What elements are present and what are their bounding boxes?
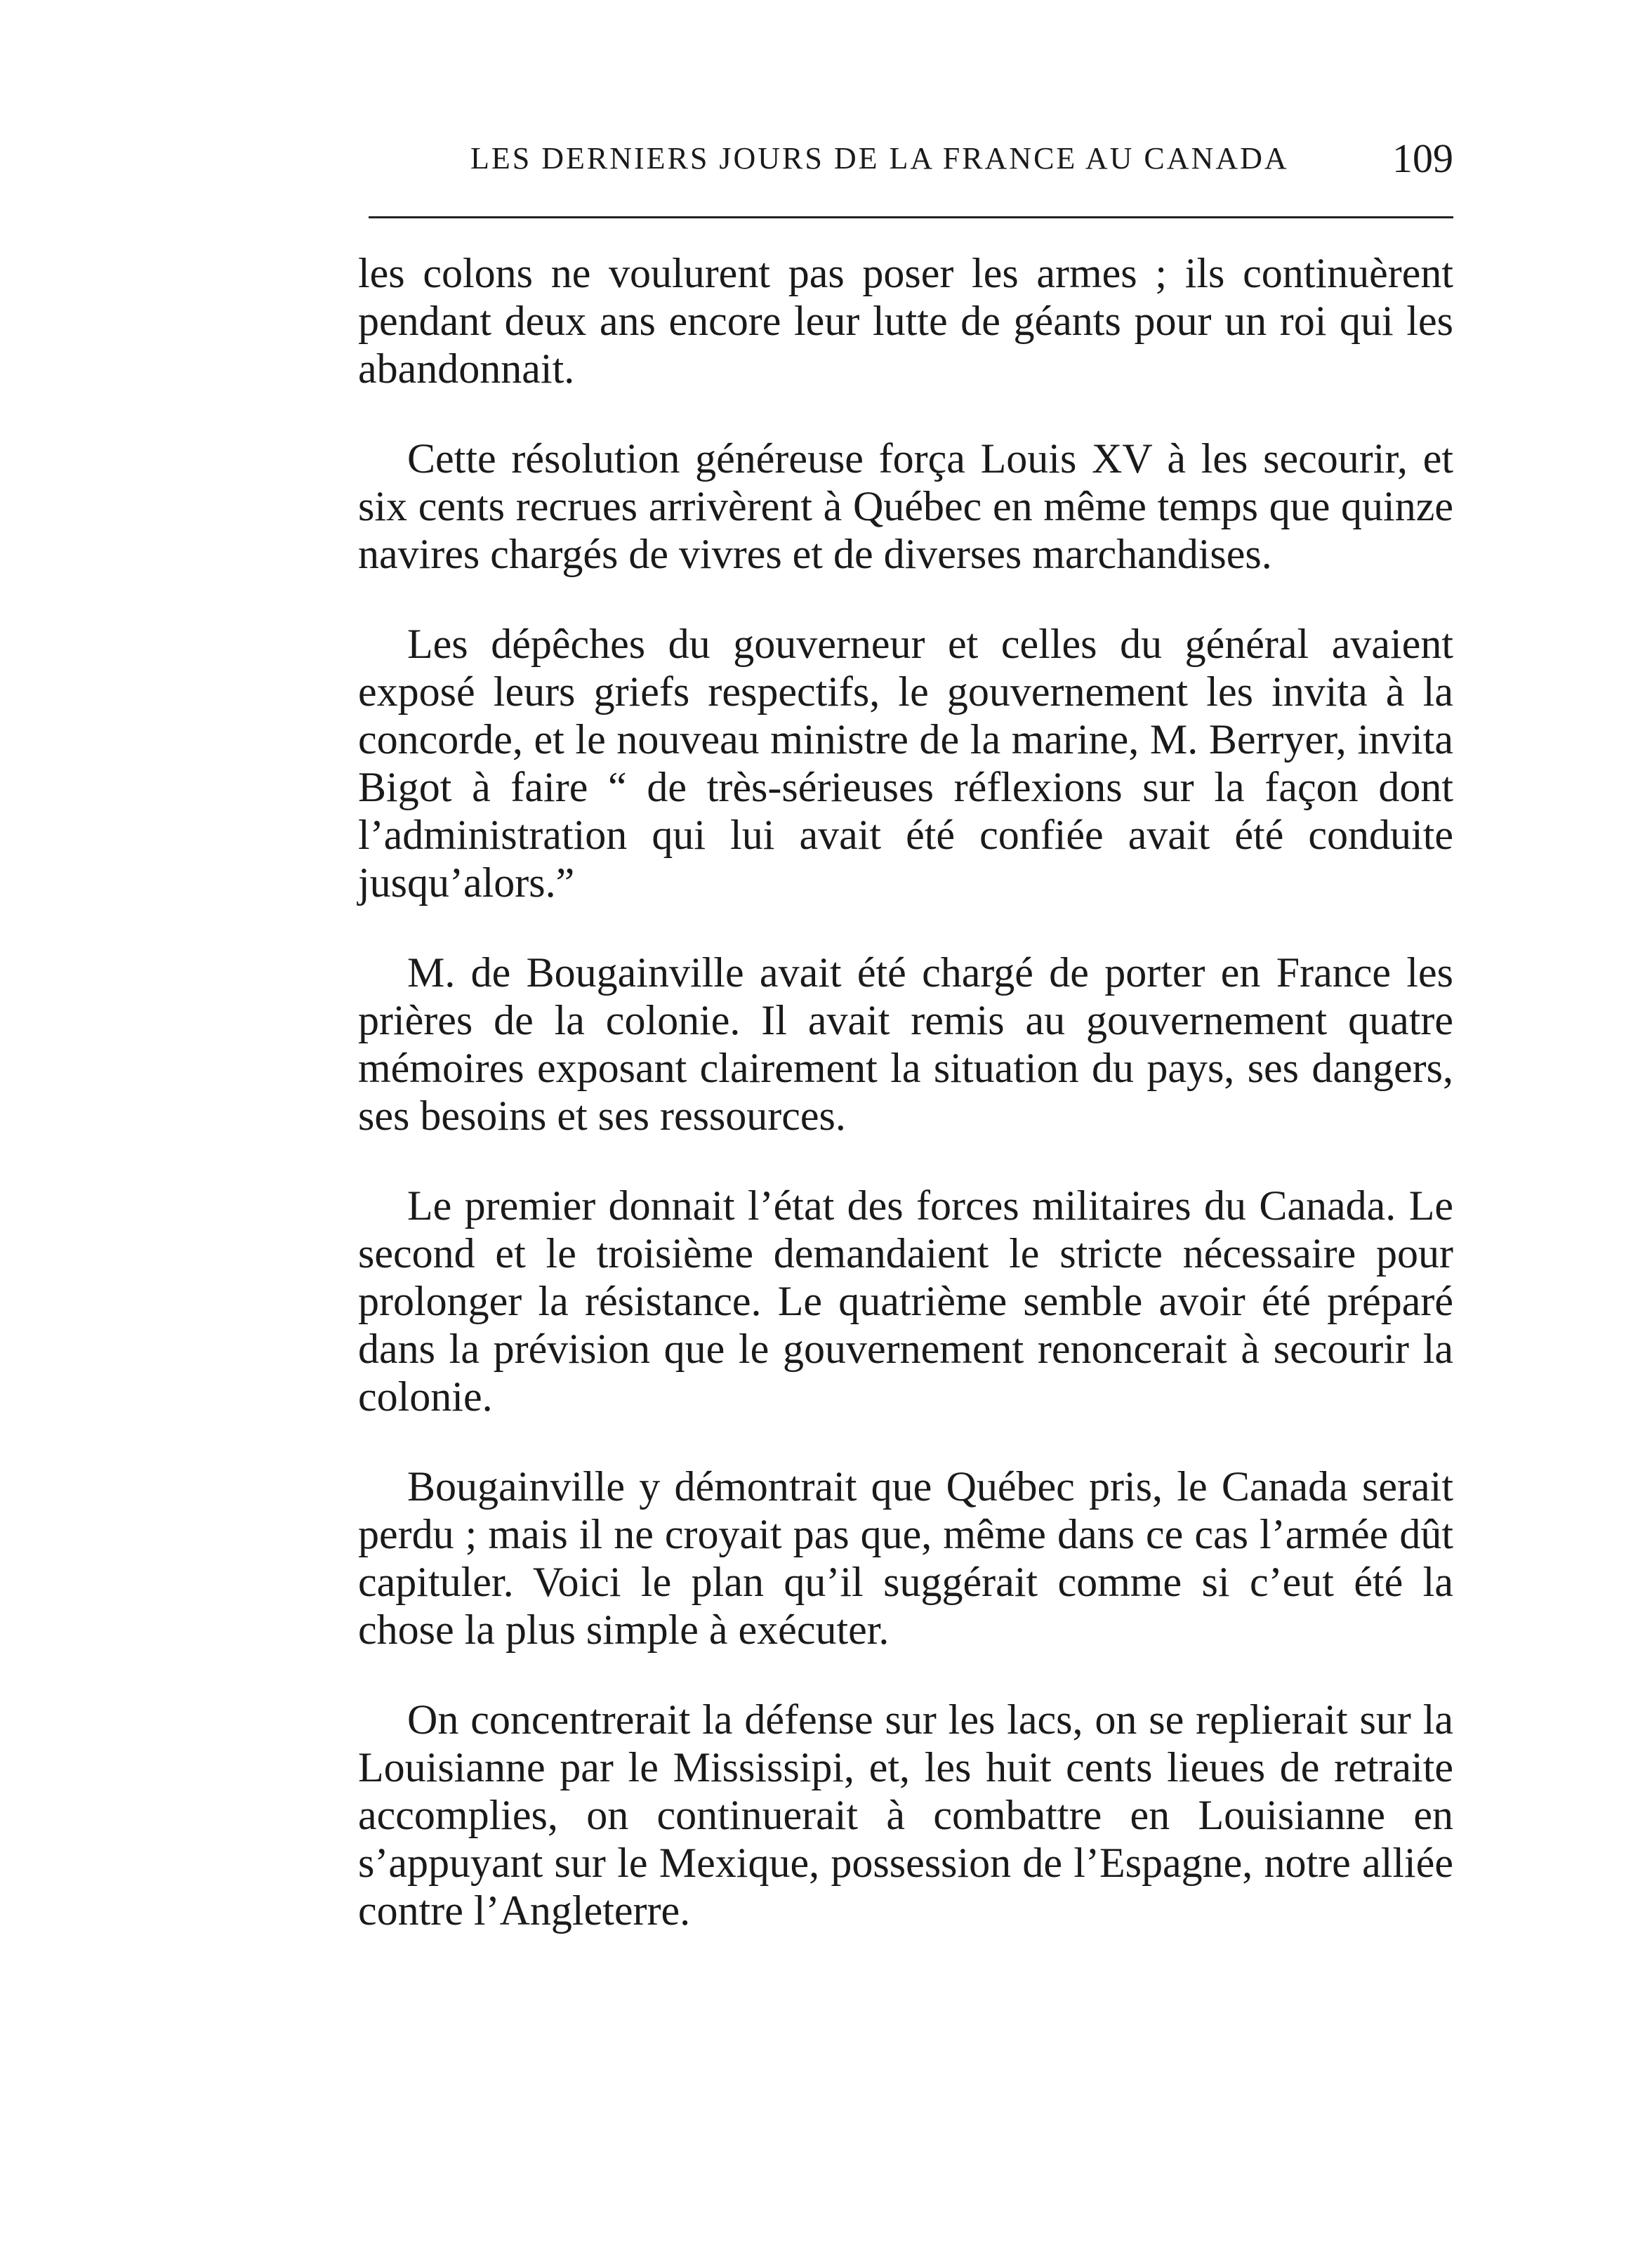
paragraph: On concentrerait la défense sur les lacs, on se replierait sur la Louisianne par le Mississipi, et, les huit cents lieues de retraite accomplies, on continuerait à combattre en Louisianne en s’appuyant sur le Mexique, possession de l’Espagne, notre alliée contre l’Angleterre. <box>358 1696 1453 1934</box>
page-header <box>365 135 1453 191</box>
body-text <box>358 249 1453 1977</box>
paragraph: Les dépêches du gouverneur et celles du général avaient exposé leurs griefs respectifs, le gouvernement les invita à la concorde, et le nouveau ministre de la marine, M. Berryer, invita Bigot à faire “ de très-sérieuses réflexions sur la façon dont l’administration qui lui avait été confiée avait été conduite jusqu’alors.” <box>358 621 1453 906</box>
paragraph: les colons ne voulurent pas poser les armes ; ils continuèrent pendant deux ans encore leur lutte de géants pour un roi qui les abandonnait. <box>358 250 1453 392</box>
paragraph: Le premier donnait l’état des forces militaires du Canada. Le second et le troisième demandaient le stricte nécessaire pour prolonger la résistance. Le quatrième semble avoir été préparé dans la prévision que le gouvernement renoncerait à secourir la colonie. <box>358 1182 1453 1420</box>
paragraph: Cette résolution généreuse força Louis XV à les secourir, et six cents recrues arrivèrent à Québec en même temps que quinze navires chargés de vivres et de diverses marchandises. <box>358 435 1453 577</box>
paragraph: M. de Bougainville avait été chargé de porter en France les prières de la colonie. Il avait remis au gouvernement quatre mémoires exposant clairement la situation du pays, ses dangers, ses besoins et ses ressources. <box>358 949 1453 1139</box>
running-title: LES DERNIERS JOURS DE LA FRANCE AU CANADA <box>470 141 1289 176</box>
page-number: 109 <box>1392 136 1453 181</box>
header-rule <box>369 216 1453 218</box>
paragraph: Bougainville y démontrait que Québec pris, le Canada serait perdu ; mais il ne croyait pas que, même dans ce cas l’armée dût capituler. Voici le plan qu’il suggérait comme si c’eut été la chose la plus simple à exécuter. <box>358 1463 1453 1653</box>
